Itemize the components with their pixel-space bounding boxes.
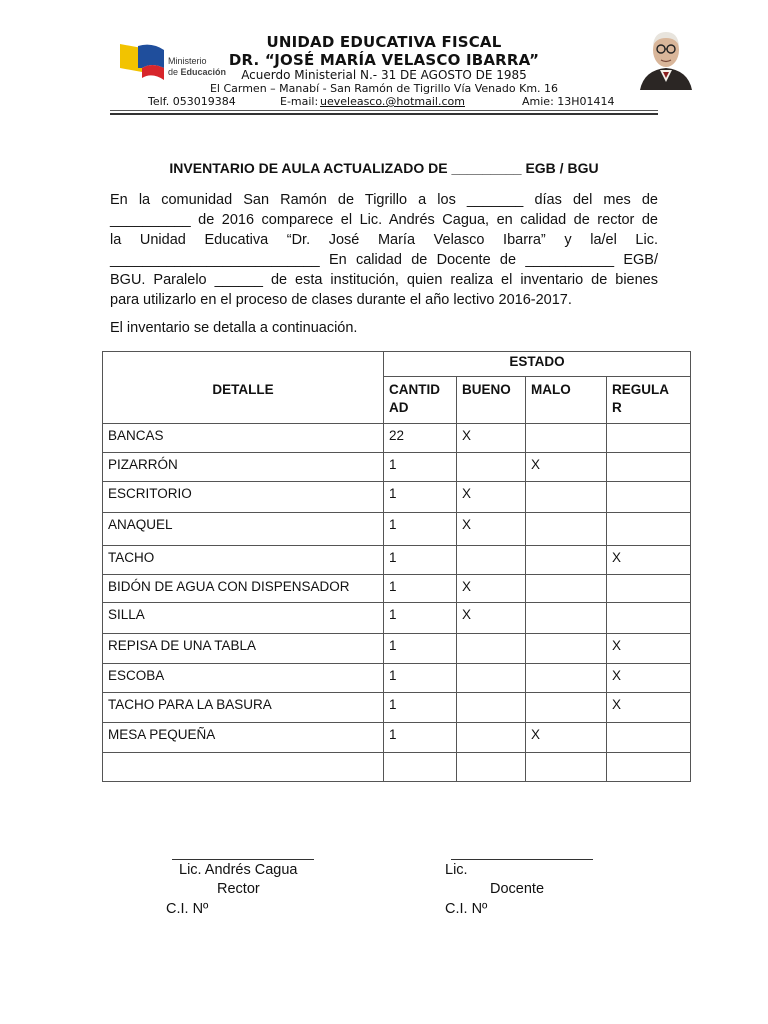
detalle-cell: ANAQUEL (103, 513, 384, 546)
rector-role: Rector (217, 881, 260, 897)
paragraph-line: __________ de 2016 comparece el Lic. Andrés Cagua, en calidad de rector de (110, 212, 658, 228)
detalle-cell: REPISA DE UNA TABLA (103, 634, 384, 664)
email-label: E-mail: (280, 95, 319, 108)
regular-cell: X (607, 664, 691, 693)
malo-cell (526, 693, 607, 723)
malo-cell (526, 603, 607, 634)
bueno-cell (457, 664, 526, 693)
logo-line2: de Educación (168, 67, 227, 77)
malo-cell (526, 634, 607, 664)
table-row (103, 753, 691, 782)
table-row (103, 575, 691, 603)
school-address: El Carmen – Manabí - San Ramón de Tigrillo Vía Venado Km. 16 (209, 82, 559, 95)
regular-cell (607, 575, 691, 603)
detalle-cell: ESCRITORIO (103, 482, 384, 513)
email-link[interactable]: ueveleasco.@hotmail.com (320, 95, 465, 108)
paragraph-line: para utilizarlo en el proceso de clases durante el año lectivo 2016-2017. (110, 292, 572, 308)
docente-ci: C.I. Nº (445, 901, 488, 917)
bueno-cell (457, 453, 526, 482)
table-row (103, 546, 691, 575)
table-header-row (103, 352, 691, 377)
estado-header: ESTADO (384, 352, 691, 377)
docente-name: Lic. (445, 862, 468, 878)
cantidad-cell: 1 (384, 453, 457, 482)
header-rule-thick (110, 113, 658, 115)
regular-cell (607, 513, 691, 546)
malo-cell: X (526, 723, 607, 753)
bueno-cell (457, 693, 526, 723)
school-name: DR. “JOSÉ MARÍA VELASCO IBARRA” (228, 51, 540, 69)
table-row (103, 634, 691, 664)
regular-cell (607, 603, 691, 634)
bueno-cell: X (457, 575, 526, 603)
detalle-cell: PIZARRÓN (103, 453, 384, 482)
bueno-header: BUENO (457, 377, 526, 424)
table-row (103, 482, 691, 513)
malo-cell (526, 753, 607, 782)
malo-header: MALO (526, 377, 607, 424)
intro-paragraph (110, 190, 658, 310)
detalle-cell: TACHO (103, 546, 384, 575)
table-row (103, 693, 691, 723)
amie-code: Amie: 13H01414 (522, 95, 615, 108)
paragraph-line: la Unidad Educativa “Dr. José María Velasco Ibarra” y la/el Lic. (110, 232, 658, 248)
inventory-table (102, 351, 691, 782)
regular-cell (607, 424, 691, 453)
table-row (103, 603, 691, 634)
document-title: INVENTARIO DE AULA ACTUALIZADO DE _________ EGB / BGU (169, 160, 599, 176)
table-row (103, 513, 691, 546)
logo-line1: Ministerio (168, 56, 207, 66)
docente-signature-line (451, 859, 593, 860)
regular-cell: X (607, 693, 691, 723)
table-row (103, 424, 691, 453)
detalle-cell: SILLA (103, 603, 384, 634)
rector-ci: C.I. Nº (166, 901, 209, 917)
bueno-cell: X (457, 424, 526, 453)
detalle-cell: MESA PEQUEÑA (103, 723, 384, 753)
ministerial-agreement: Acuerdo Ministerial N.- 31 DE AGOSTO DE 1985 (241, 68, 527, 82)
table-row (103, 723, 691, 753)
regular-cell: X (607, 546, 691, 575)
cantidad-cell: 1 (384, 634, 457, 664)
rector-name: Lic. Andrés Cagua (179, 862, 298, 878)
table-row (103, 664, 691, 693)
bueno-cell (457, 634, 526, 664)
cantidad-cell: 1 (384, 603, 457, 634)
bueno-cell: X (457, 482, 526, 513)
docente-role: Docente (490, 881, 545, 897)
cantidad-cell (384, 753, 457, 782)
bueno-cell (457, 723, 526, 753)
paragraph-line: BGU. Paralelo ______ de esta institución, quien realiza el inventario de bienes (110, 272, 658, 288)
detalle-cell: TACHO PARA LA BASURA (103, 693, 384, 723)
table-row (103, 453, 691, 482)
cantidad-cell: 1 (384, 575, 457, 603)
phone: Telf. 053019384 (148, 95, 236, 108)
malo-cell (526, 664, 607, 693)
school-type: UNIDAD EDUCATIVA FISCAL (266, 33, 502, 51)
malo-cell (526, 513, 607, 546)
rector-signature-line (172, 859, 314, 860)
cantidad-cell: 1 (384, 693, 457, 723)
cantidad-cell: 1 (384, 513, 457, 546)
cantidad-header: CANTID AD (384, 377, 457, 424)
regular-cell: X (607, 634, 691, 664)
detalle-cell: BANCAS (103, 424, 384, 453)
cantidad-cell: 1 (384, 482, 457, 513)
inventory-body (103, 424, 691, 782)
detalle-cell: ESCOBA (103, 664, 384, 693)
header-rule-thin (110, 110, 658, 111)
detalle-cell (103, 753, 384, 782)
cantidad-cell: 22 (384, 424, 457, 453)
inventory-lead: El inventario se detalla a continuación. (110, 320, 358, 336)
regular-cell (607, 753, 691, 782)
malo-cell: X (526, 453, 607, 482)
regular-cell (607, 453, 691, 482)
malo-cell (526, 482, 607, 513)
regular-cell (607, 482, 691, 513)
cantidad-cell: 1 (384, 546, 457, 575)
cantidad-cell: 1 (384, 664, 457, 693)
bueno-cell (457, 546, 526, 575)
detalle-cell: BIDÓN DE AGUA CON DISPENSADOR (103, 575, 384, 603)
bueno-cell: X (457, 603, 526, 634)
cantidad-cell: 1 (384, 723, 457, 753)
malo-cell (526, 546, 607, 575)
regular-header: REGULA R (607, 377, 691, 424)
paragraph-line: En la comunidad San Ramón de Tigrillo a los _______ días del mes de (110, 192, 658, 208)
regular-cell (607, 723, 691, 753)
bueno-cell: X (457, 513, 526, 546)
paragraph-line: __________________________ En calidad de Docente de ___________ EGB/ (110, 252, 658, 268)
malo-cell (526, 575, 607, 603)
bueno-cell (457, 753, 526, 782)
malo-cell (526, 424, 607, 453)
detalle-header: DETALLE (103, 352, 384, 424)
